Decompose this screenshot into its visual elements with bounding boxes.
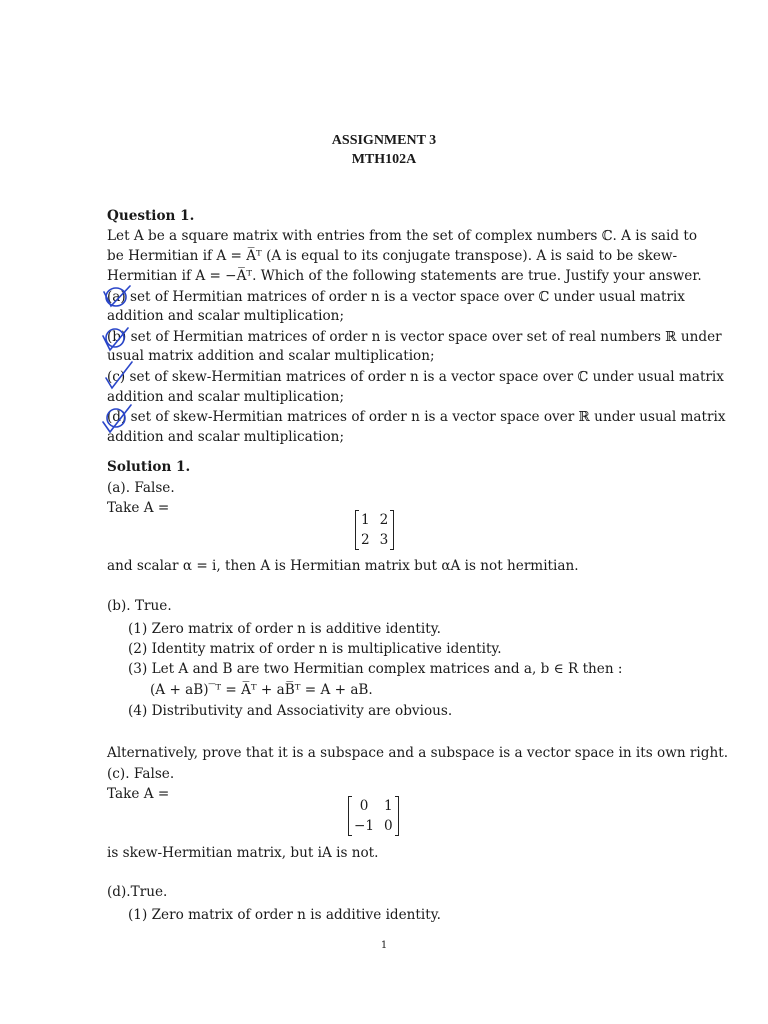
matrix-2	[348, 796, 399, 836]
solution-c-text: is skew-Hermitian matrix, but iA is not.	[107, 845, 379, 861]
matrix-cell: 3	[379, 532, 389, 548]
page-number: 1	[380, 940, 388, 951]
solution-a-label: (a). False.	[107, 480, 175, 496]
bracket-right	[395, 796, 399, 836]
b-item-4: (4) Distributivity and Associativity are obvious.	[128, 703, 453, 719]
matrix-cell: 0	[359, 798, 369, 814]
matrix-cell: 1	[361, 512, 370, 528]
matrix-cell: −1	[354, 818, 375, 834]
matrix-cell: 2	[379, 512, 389, 528]
option-c: (c) set of skew-Hermitian matrices of order n is a vector space over ℂ under usual matrix	[107, 369, 724, 385]
option-b: (b) set of Hermitian matrices of order n is vector space over set of real numbers ℝ under	[107, 329, 722, 345]
assignment-title: ASSIGNMENT 3	[331, 133, 437, 148]
bracket-right	[390, 510, 394, 550]
option-c-cont: addition and scalar multiplication;	[107, 389, 345, 405]
option-d: (d) set of skew-Hermitian matrices of order n is a vector space over ℝ under usual matrix	[107, 409, 726, 425]
question-line: Hermitian if A = −A̅ᵀ. Which of the following statements are true. Justify your answer.	[107, 268, 702, 284]
option-b-cont: usual matrix addition and scalar multiplication;	[107, 348, 435, 364]
d-item-1: (1) Zero matrix of order n is additive identity.	[128, 907, 441, 923]
b-item-1: (1) Zero matrix of order n is additive identity.	[128, 621, 441, 637]
matrix-cell: 0	[384, 818, 393, 834]
option-d-cont: addition and scalar multiplication;	[107, 429, 345, 445]
question-line: be Hermitian if A = A̅ᵀ (A is equal to its conjugate transpose). A is said to be skew-	[107, 248, 678, 264]
alternative-text: Alternatively, prove that it is a subspace and a subspace is a vector space in its own right.	[107, 745, 729, 761]
course-code: MTH102A	[351, 152, 417, 167]
b-item-2: (2) Identity matrix of order n is multiplicative identity.	[128, 641, 502, 657]
take-a-1: Take A =	[107, 500, 170, 516]
matrix-cell: 2	[361, 532, 370, 548]
b-item-3: (3) Let A and B are two Hermitian complex matrices and a, b ∈ R then :	[128, 661, 623, 677]
take-a-2: Take A =	[107, 786, 170, 802]
bracket-left	[355, 510, 359, 550]
solution-a-text: and scalar α = i, then A is Hermitian matrix but αA is not hermitian.	[107, 558, 579, 574]
bracket-left	[348, 796, 352, 836]
matrix-1	[355, 510, 394, 550]
solution-d-label: (d).True.	[107, 884, 168, 900]
option-a: (a) set of Hermitian matrices of order n is a vector space over ℂ under usual matrix	[107, 289, 685, 305]
question-heading: Question 1.	[107, 208, 195, 224]
b-item-3-formula: (A + aB)‾ᵀ = A̅ᵀ + aB̅ᵀ = A + aB.	[150, 682, 373, 698]
question-line: Let A be a square matrix with entries from the set of complex numbers ℂ. A is said to	[107, 228, 698, 244]
solution-b-label: (b). True.	[107, 598, 172, 614]
matrix-cell: 1	[384, 798, 393, 814]
solution-c-label: (c). False.	[107, 766, 175, 782]
option-a-cont: addition and scalar multiplication;	[107, 308, 345, 324]
solution-heading: Solution 1.	[107, 459, 191, 475]
